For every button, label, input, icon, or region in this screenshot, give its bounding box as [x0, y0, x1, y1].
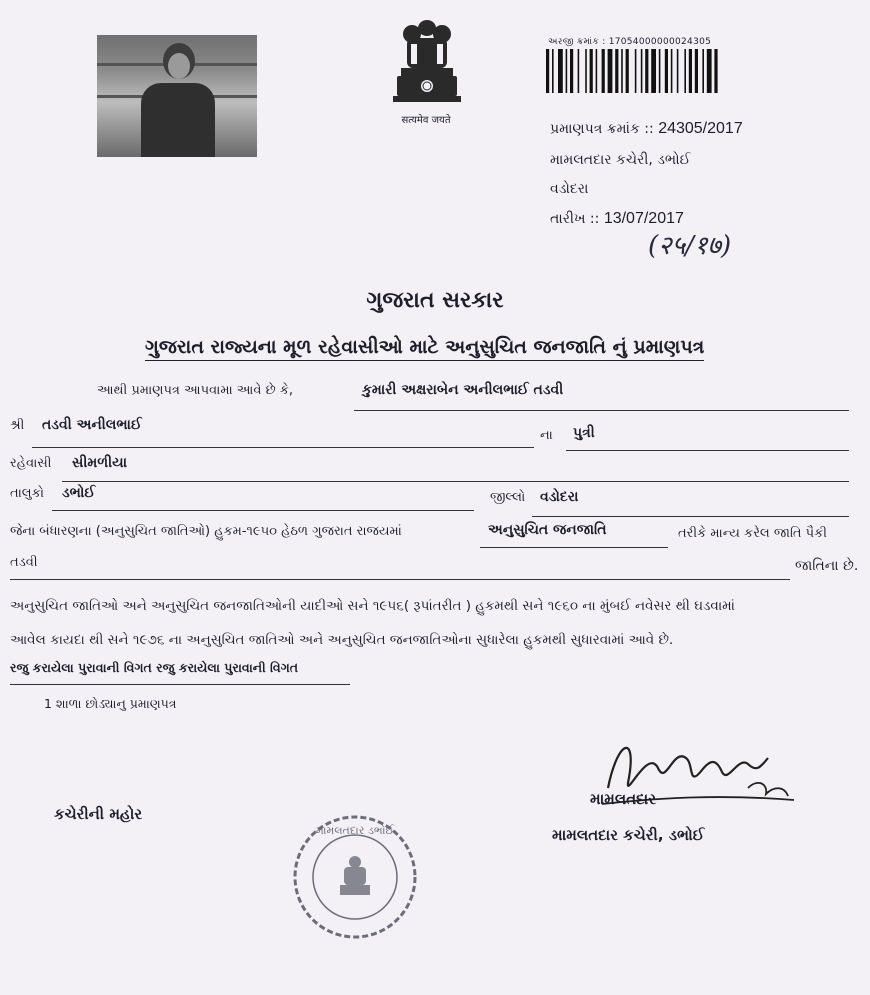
person-name: કુમારી અક્ષરાબેન અનીલભાઈ તડવી — [362, 382, 564, 398]
signatory-office: મામલતદાર કચેરી, ડભોઈ — [552, 826, 705, 844]
category-value: અનુસુચિત જનજાતિ — [488, 522, 607, 538]
application-number: અરજી ક્રમાંક : 17054000000024305 — [548, 37, 712, 47]
intro-label: આથી પ્રમાણપત્ર આપવામા આવે છે કે, — [97, 383, 294, 398]
district-underline — [532, 516, 849, 517]
taluka-underline — [52, 510, 474, 511]
signatory-title: મામલતદાર — [590, 790, 656, 808]
evidence-item: 1 શાળા છોડ્યાનુ પ્રમાણપત્ર — [44, 696, 177, 711]
district-label: જીલ્લો — [490, 490, 526, 505]
applicant-photo — [97, 35, 257, 157]
caste-suffix: જાતિના છે. — [795, 558, 859, 574]
resident-label: રહેવાસી — [10, 456, 52, 471]
government-heading: ગુજરાત સરકાર — [366, 288, 504, 313]
paragraph-line-1: અનુસુચિત જાતિઓ અને અનુસુચિત જનજાતિઓની યાદીઓ સને ૧૯૫૬( રૂપાંતરીત ) હુકમથી સને ૧૯૬૦ ના મુંબઈ નવેસર થી ઘડવામાં — [10, 598, 735, 614]
evidence-heading: રજુ કરાયેલા પુરાવાની વિગત રજુ કરાયેલા પુરાવાની વિગત — [10, 660, 299, 675]
district-value: વડોદરા — [540, 489, 579, 505]
taluka-label: તાલુકો — [10, 486, 45, 501]
certificate-number-value: 24305/2017 — [658, 120, 743, 137]
taluka-value: ડભોઈ — [62, 485, 96, 501]
father-name-underline — [32, 447, 534, 448]
evidence-underline — [10, 684, 350, 685]
na-label: ના — [540, 428, 553, 443]
certificate-title: ગુજરાત રાજ્યના મૂળ રહેવાસીઓ માટે અનુસુચિત જનજાતિ નું પ્રમાણપત્ર — [145, 336, 704, 361]
caste-value: તડવી — [10, 555, 38, 570]
handwritten-note: (२५/१७) — [648, 231, 732, 261]
relation-underline — [566, 450, 849, 451]
issuing-office: મામલતદાર કચેરી, ડભોઈ — [550, 152, 691, 168]
certificate-number-row — [550, 120, 743, 138]
date-label: તારીખ :: — [550, 211, 600, 227]
seal-text: મામલતદાર ડભોઈ — [316, 824, 394, 837]
recognized-text: તરીકે માન્ય કરેલ જાતિ પૈકી — [678, 526, 827, 541]
state-emblem-icon — [387, 12, 467, 112]
emblem-motto: सत्यमेव जयते — [401, 115, 451, 126]
village-underline — [62, 481, 849, 482]
category-underline — [480, 547, 668, 548]
barcode — [546, 49, 742, 93]
village-value: સીમળીયા — [72, 455, 128, 471]
shri-label: શ્રી — [10, 418, 25, 433]
office-seal — [290, 812, 420, 942]
certificate-number-label: પ્રમાણપત્ર ક્રમાંક :: — [550, 121, 654, 137]
father-name: તડવી અનીલભાઈ — [42, 417, 142, 433]
caste-underline — [10, 579, 790, 580]
person-name-underline — [354, 410, 849, 411]
paragraph-line-2: આવેલ કાયદા થી સને ૧૯૭૬ ના અનુસુચિત જાતિઓ અને અનુસુચિત જનજાતિઓના સુધારેલા હુકમથી સુધારવામાં આવે છે. — [10, 632, 674, 648]
office-seal-label: કચેરીની મહોર — [54, 805, 143, 823]
relation-value: પુત્રી — [573, 425, 595, 441]
date-value: 13/07/2017 — [603, 210, 684, 227]
order-text: જેના બંધારણના (અનુસુચિત જાતિઓ) હુકમ-૧૯૫૦ હેઠળ ગુજરાત રાજયમાં — [10, 524, 402, 539]
issuing-city: વડોદરા — [550, 181, 589, 197]
